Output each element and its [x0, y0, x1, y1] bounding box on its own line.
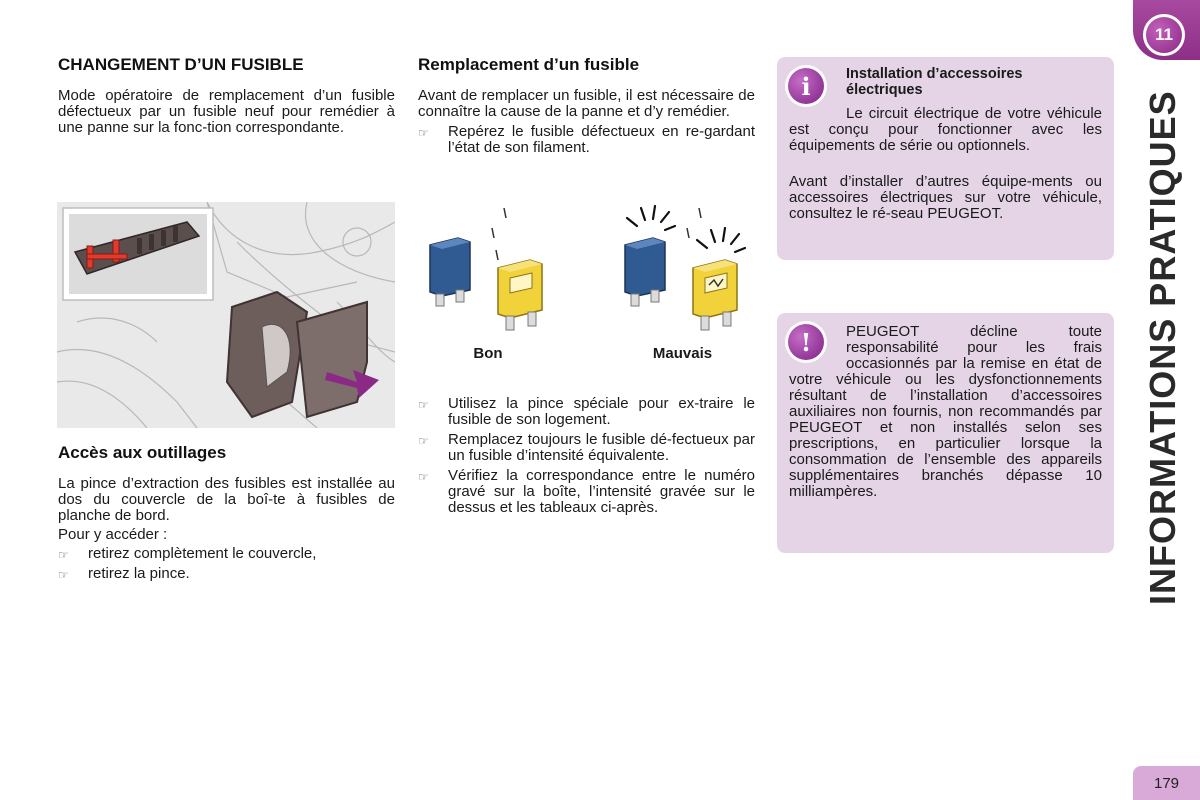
dashboard-drawing: [57, 202, 395, 428]
pointing-hand-icon: ☞: [418, 126, 429, 140]
page-number: 179: [1133, 766, 1200, 800]
left-column: [58, 55, 395, 136]
check-step: ☞ Repérez le fusible défectueux en re-gardant l’état de son filament.: [418, 123, 755, 156]
tools-text: La pince d’extraction des fusibles est installée au dos du couvercle de la boî-te à fusibles de planche de bord.: [58, 475, 395, 524]
good-fuses-drawing: [420, 200, 560, 335]
middle-column: [418, 55, 755, 156]
fuse-change-heading: CHANGEMENT D’UN FUSIBLE: [58, 55, 304, 74]
tools-heading: Accès aux outillages: [58, 443, 227, 462]
pointing-hand-icon: ☞: [58, 568, 69, 582]
section-title: INFORMATIONS PRATIQUES: [1142, 90, 1183, 605]
pointing-hand-icon: ☞: [418, 434, 429, 448]
blue-fuse: [625, 238, 665, 306]
warning-box: [777, 313, 1114, 553]
fuse-bad-illustration: [615, 200, 755, 335]
pointing-hand-icon: ☞: [58, 548, 69, 562]
replacement-steps: [418, 396, 755, 516]
info-box: [777, 57, 1114, 260]
warning-box-text: PEUGEOT décline toute responsabilité pour les frais occasionnés par la remise en état de votre véhicule ou les dysfonctionnements résultant de l’installation d’accessoires auxiliaires non fournis, non recommandés par PEUGEOT et non installés selon ses prescriptions, en particulier lorsque la consommation de l’ensemble des appareils supplémentaires branchés dépasse 10 milliampères.: [789, 323, 1102, 500]
replacement-heading: Remplacement d’un fusible: [418, 55, 640, 74]
info-box-para2: Avant d’installer d’autres équipe-ments ou accessoires électriques sur votre véhicule, consultez le ré-seau PEUGEOT.: [789, 173, 1102, 222]
pointing-hand-icon: ☞: [418, 398, 429, 412]
blue-fuse: [430, 238, 470, 306]
replacement-intro: Avant de remplacer un fusible, il est nécessaire de connaître la cause de la panne et d’y remédier.: [418, 87, 755, 120]
pointing-hand-icon: ☞: [418, 470, 429, 484]
bad-fuses-drawing: [615, 200, 755, 335]
access-step: ☞ retirez complètement le couvercle,: [58, 545, 317, 562]
warning-icon: !: [785, 321, 827, 363]
fusebox-illustration: [57, 202, 395, 428]
info-icon: i: [785, 65, 827, 107]
replacement-step: ☞ Utilisez la pince spéciale pour ex-traire le fusible de son logement.: [418, 395, 755, 428]
fuse-good-label: Bon: [473, 345, 503, 362]
tools-section: [58, 443, 395, 582]
info-box-title: Installation d’accessoires électriques: [846, 66, 1023, 98]
replacement-step: ☞ Vérifiez la correspondance entre le numéro gravé sur la boîte, l’intensité gravée sur le dessus et les tableaux ci-après.: [418, 467, 755, 516]
yellow-fuse-blown: [693, 260, 737, 330]
access-label: Pour y accéder :: [58, 526, 168, 543]
access-step: ☞ retirez la pince.: [58, 565, 190, 582]
info-box-para1: Le circuit électrique de votre véhicule est conçu pour fonctionner avec les équipements de série ou optionnels.: [789, 105, 1102, 154]
yellow-fuse: [498, 260, 542, 330]
replacement-step: ☞ Remplacez toujours le fusible dé-fectueux par un fusible d’intensité équivalente.: [418, 431, 755, 464]
fuse-good-illustration: [420, 200, 560, 335]
fuse-bad-label: Mauvais: [652, 345, 713, 362]
chapter-number-badge: 11: [1143, 14, 1185, 56]
fuse-change-intro: Mode opératoire de remplacement d’un fusible défectueux par un fusible neuf pour remédier à une panne sur la fonc-tion correspondante.: [58, 87, 395, 136]
